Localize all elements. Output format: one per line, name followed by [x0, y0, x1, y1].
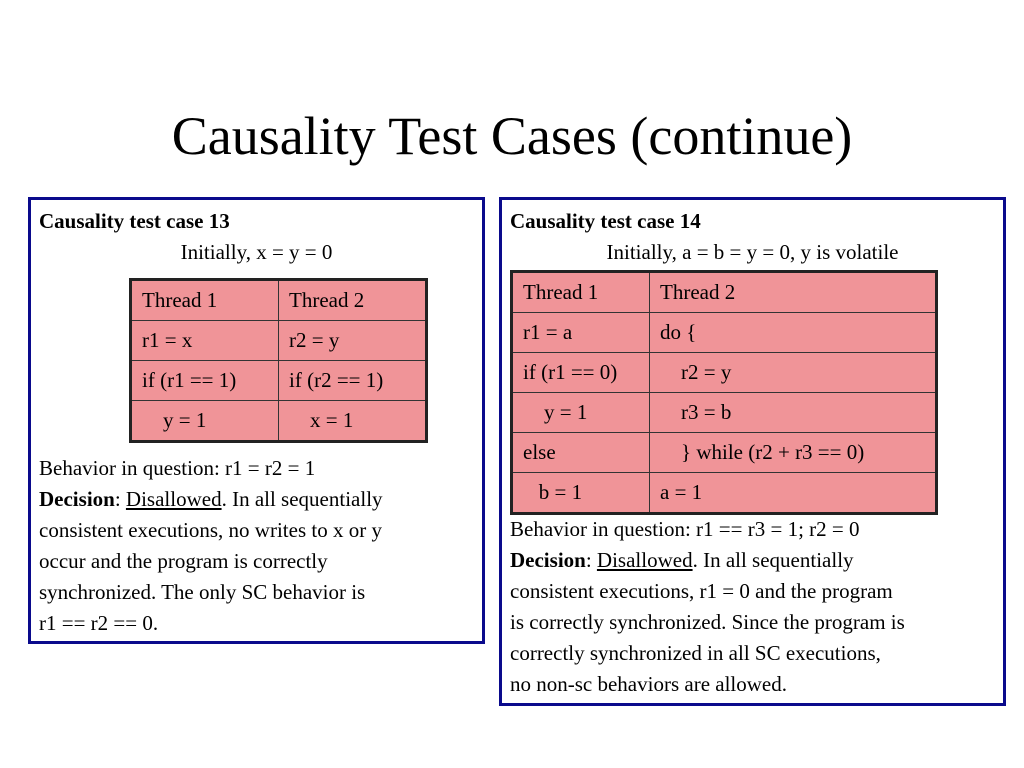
thread-table — [510, 270, 938, 515]
decision-label: Decision — [510, 548, 586, 572]
description-line: r1 == r2 == 0. — [39, 611, 159, 635]
table-row — [131, 321, 427, 361]
table-cell: if (r1 == 1) — [131, 361, 279, 401]
table-cell: r1 = a — [512, 313, 650, 353]
decision-label: Decision — [39, 487, 115, 511]
table-cell: r1 = x — [131, 321, 279, 361]
description-line: synchronized. The only SC behavior is — [39, 580, 366, 604]
table-row — [512, 393, 937, 433]
test-case-14-panel — [499, 197, 1006, 706]
description-line: no non-sc behaviors are allowed. — [510, 672, 787, 696]
description-line: consistent executions, no writes to x or y — [39, 518, 382, 542]
case-description — [39, 453, 476, 639]
thread-table — [129, 278, 428, 443]
decision-value: Disallowed — [125, 487, 222, 511]
slide-title: Causality Test Cases (continue) — [171, 106, 853, 166]
case-heading: Causality test case 14 — [510, 209, 701, 233]
table-row — [512, 272, 937, 313]
table-cell: else — [512, 433, 650, 473]
decision-rest: . In all sequentially — [692, 548, 854, 572]
decision-value: Disallowed — [596, 548, 693, 572]
test-case-13-panel — [28, 197, 485, 644]
description-line: correctly synchronized in all SC executions, — [510, 641, 881, 665]
behavior-line: Behavior in question: r1 = r2 = 1 — [39, 456, 316, 480]
case-heading: Causality test case 13 — [39, 209, 230, 233]
initial-condition: Initially, a = b = y = 0, y is volatile — [606, 240, 899, 264]
table-row — [512, 473, 937, 514]
description-line: is correctly synchronized. Since the program is — [510, 610, 905, 634]
table-cell: } while (r2 + r3 == 0) — [650, 433, 937, 473]
decision-rest: . In all sequentially — [221, 487, 383, 511]
table-row — [131, 361, 427, 401]
table-cell: Thread 2 — [279, 280, 427, 321]
table-cell: do { — [650, 313, 937, 353]
decision-line — [39, 484, 476, 515]
table-row — [512, 353, 937, 393]
table-cell: if (r1 == 0) — [512, 353, 650, 393]
decision-colon: : — [585, 548, 597, 572]
table-cell: Thread 1 — [512, 272, 650, 313]
table-cell: r3 = b — [650, 393, 937, 433]
table-cell: x = 1 — [279, 401, 427, 442]
table-cell: if (r2 == 1) — [279, 361, 427, 401]
description-line: consistent executions, r1 = 0 and the program — [510, 579, 893, 603]
table-row — [131, 401, 427, 442]
table-cell: Thread 2 — [650, 272, 937, 313]
description-line: occur and the program is correctly — [39, 549, 328, 573]
table-row — [131, 280, 427, 321]
decision-colon: : — [114, 487, 126, 511]
table-row — [512, 433, 937, 473]
table-cell: b = 1 — [512, 473, 650, 514]
table-cell: a = 1 — [650, 473, 937, 514]
table-cell: y = 1 — [131, 401, 279, 442]
table-cell: r2 = y — [650, 353, 937, 393]
initial-condition: Initially, x = y = 0 — [180, 240, 333, 264]
case-description — [510, 514, 997, 700]
table-row — [512, 313, 937, 353]
behavior-line: Behavior in question: r1 == r3 = 1; r2 = 0 — [510, 517, 860, 541]
decision-line — [510, 545, 997, 576]
table-cell: y = 1 — [512, 393, 650, 433]
table-cell: Thread 1 — [131, 280, 279, 321]
table-cell: r2 = y — [279, 321, 427, 361]
